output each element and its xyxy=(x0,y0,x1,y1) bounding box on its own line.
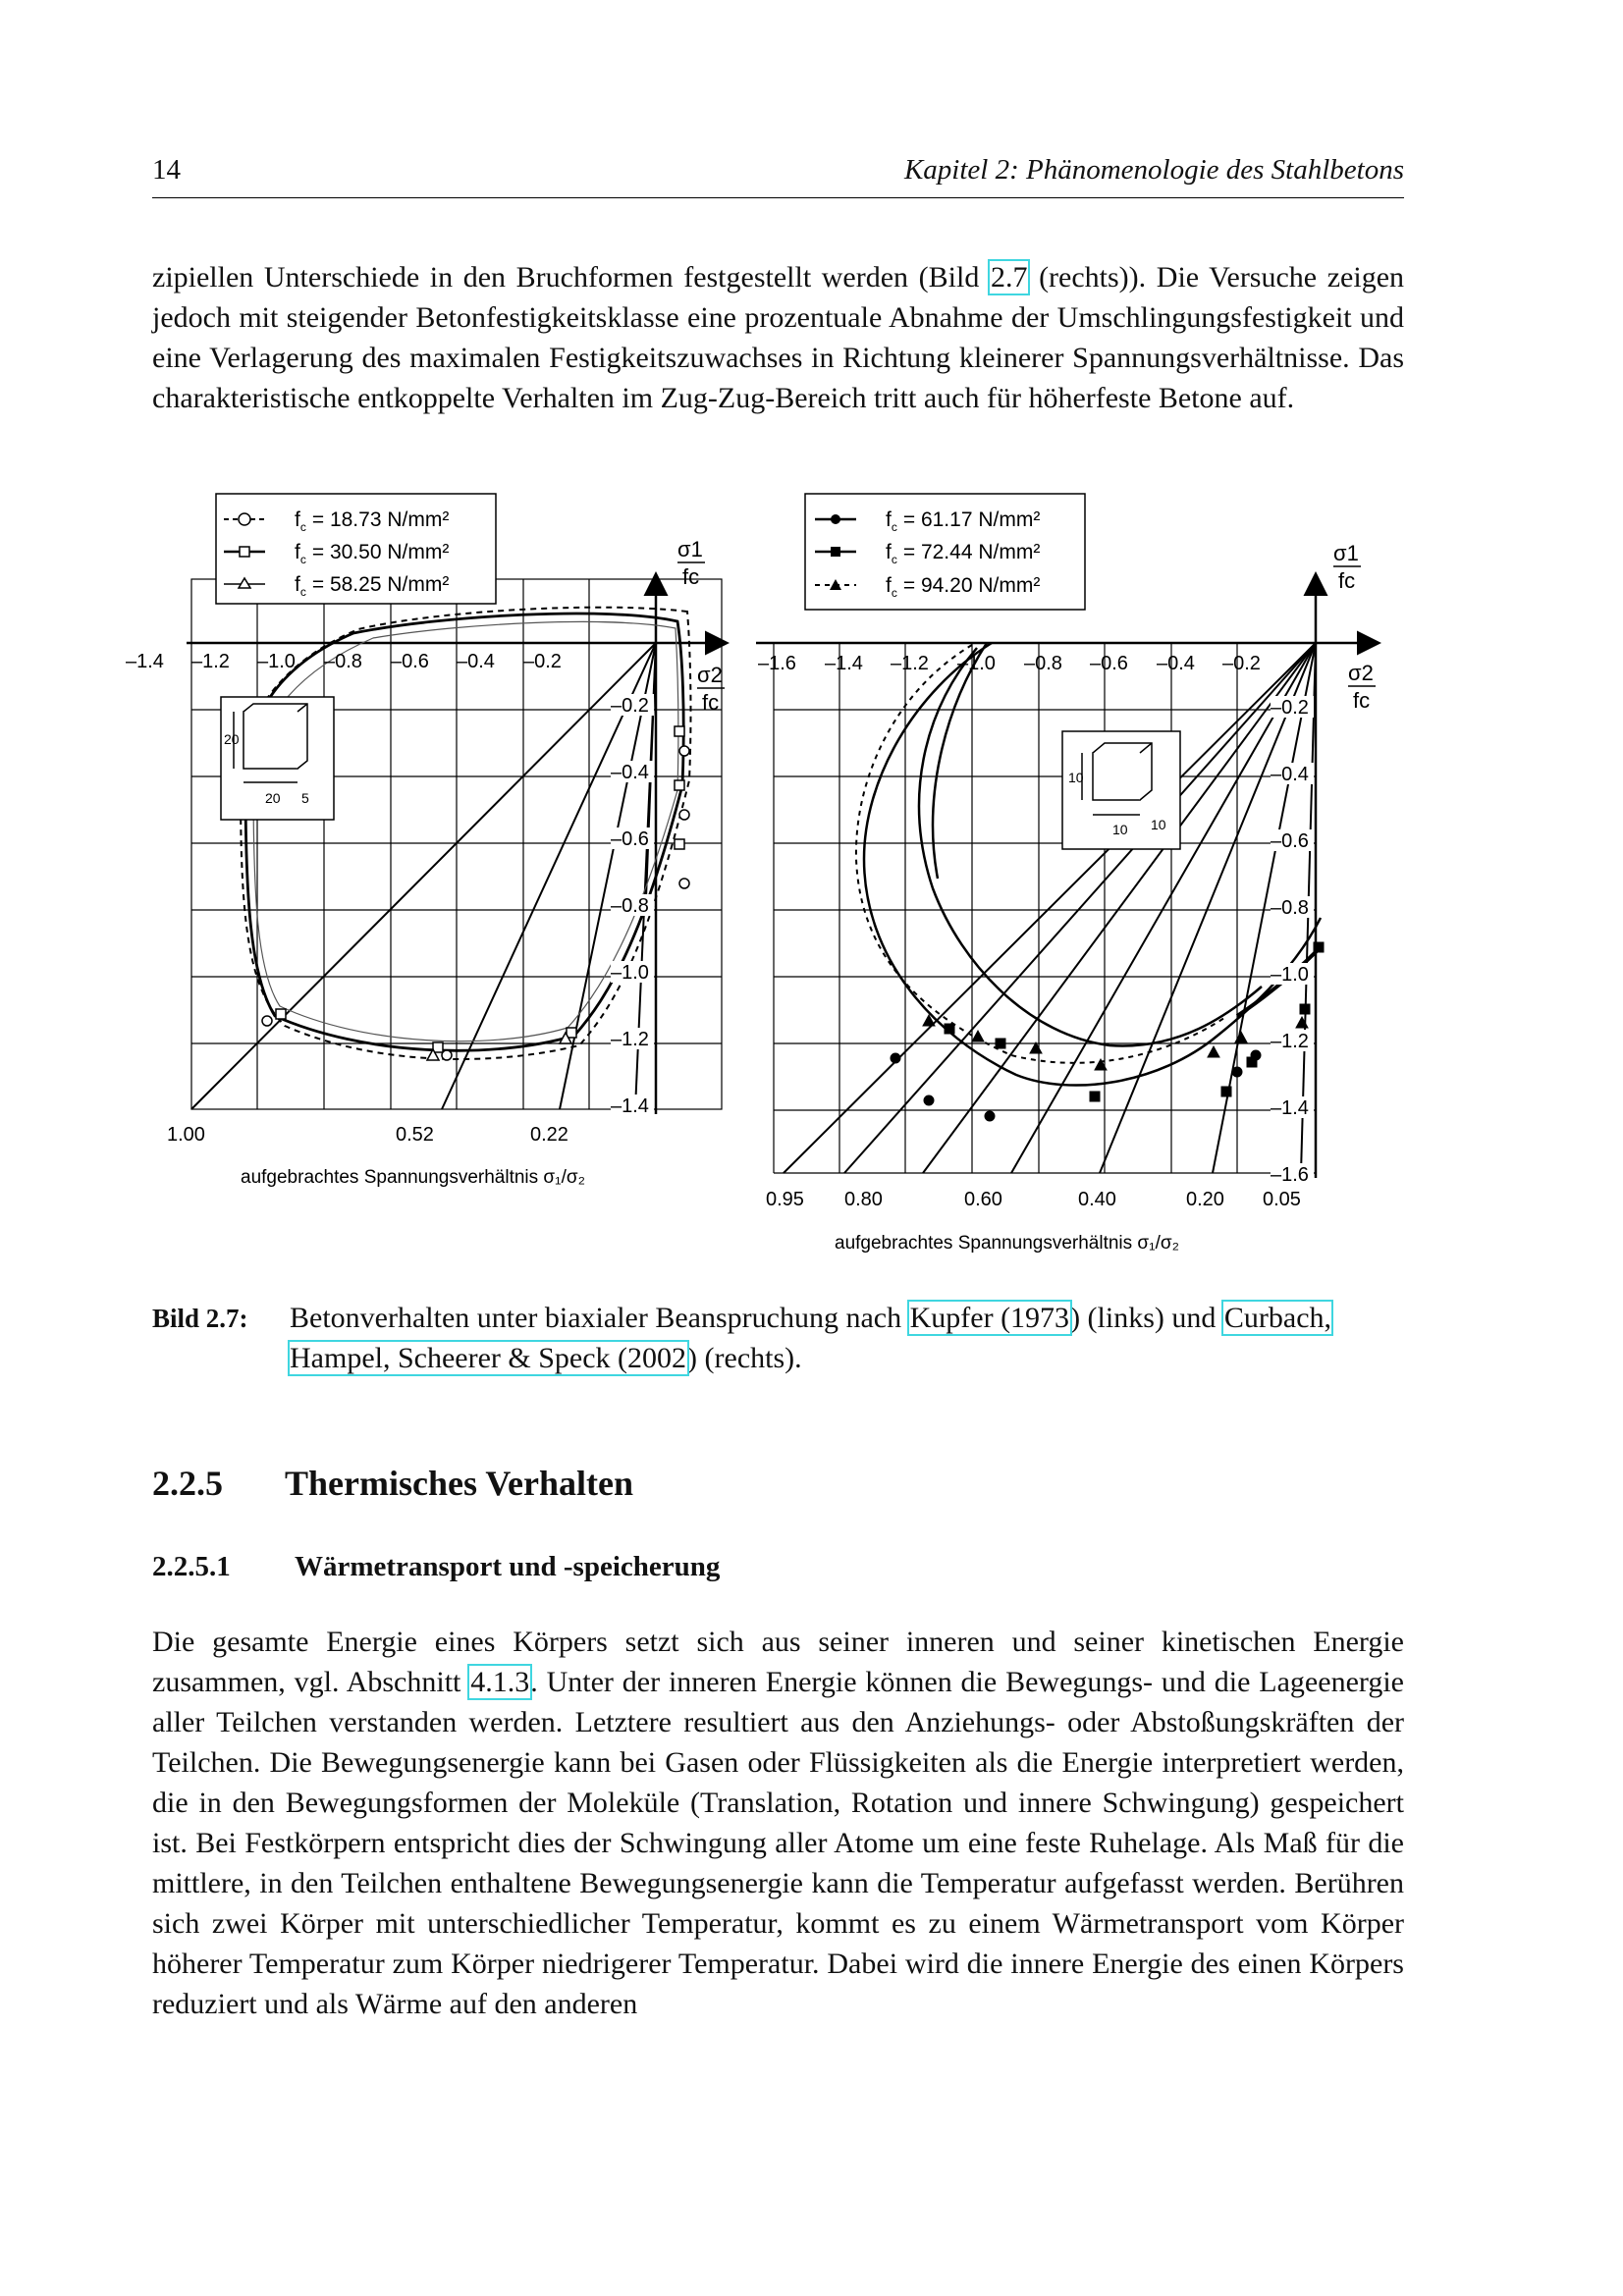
tick-label: –0.2 xyxy=(1222,653,1261,674)
tick-label: –1.6 xyxy=(1271,1164,1309,1186)
subsection-heading xyxy=(152,1551,720,1583)
ratio-label: 0.52 xyxy=(396,1124,434,1146)
right-sigma2-label xyxy=(1348,661,1376,713)
ratio-label: 0.60 xyxy=(964,1189,1002,1210)
right-grid xyxy=(774,643,1316,1173)
tick-label: –0.4 xyxy=(1271,764,1309,785)
right-legend xyxy=(805,494,1085,610)
section-title: Thermisches Verhalten xyxy=(285,1464,633,1503)
tick-label: –1.0 xyxy=(611,962,649,984)
left-specimen-dim-h: 20 xyxy=(224,731,240,747)
left-legend-entry-1 xyxy=(295,508,449,534)
tick-label: –1.6 xyxy=(758,653,796,674)
caption-label: Bild 2.7: xyxy=(152,1304,248,1333)
left-x-ticks xyxy=(126,651,562,672)
page-header xyxy=(152,152,1404,198)
tick-label: –0.6 xyxy=(611,828,649,850)
right-x-ticks xyxy=(758,653,1261,674)
right-legend-entry-2 xyxy=(886,541,1040,566)
ratio-label: 0.95 xyxy=(766,1189,804,1210)
svg-text:fc: fc xyxy=(682,564,700,589)
section-number: 2.2.5 xyxy=(152,1464,223,1503)
tick-label: –1.0 xyxy=(957,653,996,674)
ratio-label: 1.00 xyxy=(167,1124,205,1146)
tick-label: –1.4 xyxy=(1271,1097,1309,1119)
svg-text:fc= 72.44 N/mm²: $f_c = 72.44$ N/mm² xyxy=(886,541,1041,566)
tick-label: –0.8 xyxy=(1271,897,1309,919)
right-sigma1-label xyxy=(1333,541,1361,593)
svg-text:fc: fc xyxy=(1353,688,1371,713)
ratio-label: 0.05 xyxy=(1263,1189,1301,1210)
svg-text:σ1: σ1 xyxy=(1333,541,1359,565)
tick-label: –0.4 xyxy=(457,651,495,672)
section-heading xyxy=(152,1463,633,1504)
citation-link-curbach[interactable]: Curbach, Hampel, Scheerer & Speck (2002 xyxy=(290,1302,1332,1374)
tick-label: –0.6 xyxy=(1090,653,1128,674)
tick-label: –1.2 xyxy=(1271,1031,1309,1052)
svg-text:σ2: σ2 xyxy=(697,663,723,687)
subsection-title: Wärmetransport und -speicherung xyxy=(295,1551,721,1582)
tick-label: –1.2 xyxy=(611,1029,649,1050)
tick-label: –1.4 xyxy=(126,651,164,672)
tick-label: –1.4 xyxy=(611,1095,649,1117)
tick-label: –1.2 xyxy=(191,651,230,672)
left-chart xyxy=(126,494,725,1188)
citation-link-kupfer[interactable]: Kupfer (1973 xyxy=(909,1302,1070,1334)
right-bottom-axis-label: aufgebrachtes Spannungsverhältnis σ₁/σ₂ xyxy=(835,1233,1179,1254)
intro-paragraph: zipiellen Unterschiede in den Bruchformen festgestellt werden (Bild 2.7 (rechts)). Die Versuche zeigen jedoch mit steigender Betonfestigkeitsklasse eine prozentuale Abnahme der Umschlingungsfestigkeit und eine Verlagerung des maximalen Festigkeitszuwachses in Richtung kleinerer Spannungsverhältnisse. Das charakteristische entkoppelte Verhalten im Zug-Zug-Bereich tritt auch für höherfeste Betone auf. xyxy=(152,261,1405,414)
tick-label: –0.2 xyxy=(1271,697,1309,719)
body-paragraph: Die gesamte Energie eines Körpers setzt sich aus seiner inneren und seiner kinetischen Energie zusammen, vgl. Abschnitt 4.1.3. Unter der inneren Energie können die Bewegungs- und die Lageenergie aller Teilchen verstanden werden. Letztere resultiert aus den Anziehungs- oder Abstoßungskräften der Teilchen. Die Bewegungsenergie kann bei Gasen oder Flüssigkeiten als die Energie interpretiert werden, die in den Bewegungsformen der Moleküle (Translation, Rotation und innere Schwingung) gespeichert ist. Bei Festkörpern entspricht dies der Schwingung aller Atome um eine feste Ruhelage. Als Maß für die mittlere, in den Teilchen enthaltene Bewegungsenergie kann die Temperatur aufgefasst werden. Berühren sich zwei Körper mit unterschiedlicher Temperatur, kommt es zu einem Wärmetransport vom Körper höherer Temperatur zum Körper niedrigerer Temperatur. Dabei wird die innere Energie des einen Körpers reduziert und als Wärme auf den anderen xyxy=(152,1626,1404,2020)
tick-label: –0.8 xyxy=(1024,653,1062,674)
tick-label: –1.0 xyxy=(1271,964,1309,986)
figure-caption: Bild 2.7: Betonverhalten unter biaxialer Beanspruchung nach Kupfer (1973) (links) und Curbach, Hampel, Scheerer & Speck (2002) (rechts). xyxy=(152,1302,1332,1374)
tick-label: –0.4 xyxy=(611,762,649,783)
tick-label: –0.8 xyxy=(611,895,649,917)
svg-text:fc: fc xyxy=(1338,568,1356,593)
section-reference-link[interactable]: 4.1.3 xyxy=(470,1666,530,1698)
svg-text:σ2: σ2 xyxy=(1348,661,1374,685)
left-legend-entry-3 xyxy=(295,573,449,599)
tick-label: –0.6 xyxy=(391,651,429,672)
ratio-label: 0.40 xyxy=(1078,1189,1116,1210)
ratio-label: 0.20 xyxy=(1186,1189,1224,1210)
tick-label: –0.2 xyxy=(611,695,649,717)
right-specimen-dim-w: 10 xyxy=(1112,822,1128,837)
svg-text:σ1: σ1 xyxy=(677,537,703,561)
tick-label: –0.8 xyxy=(324,651,362,672)
svg-text:fc= 61.17 N/mm²: $f_c = 61.17$ N/mm² xyxy=(886,508,1041,534)
right-legend-entry-3 xyxy=(886,574,1040,600)
ratio-label: 0.22 xyxy=(530,1124,568,1146)
tick-label: –1.0 xyxy=(257,651,296,672)
running-title: Kapitel 2: Phänomenologie des Stahlbetons xyxy=(903,154,1404,186)
tick-label: –1.4 xyxy=(825,653,863,674)
right-chart xyxy=(756,494,1377,1254)
svg-text:fc= 30.50 N/mm²: $f_c = 30.50$ N/mm² xyxy=(295,541,450,566)
left-sigma2-label xyxy=(697,663,725,715)
svg-text:fc= 58.25 N/mm²: $f_c = 58.25$ N/mm² xyxy=(295,573,450,599)
page-number: 14 xyxy=(152,154,181,186)
ratio-label: 0.80 xyxy=(844,1189,883,1210)
svg-text:fc= 94.20 N/mm²: $f_c = 94.20$ N/mm² xyxy=(886,574,1041,600)
right-specimen-dim-h: 10 xyxy=(1068,770,1084,785)
svg-text:fc= 18.73 N/mm²: $f_c = 18.73$ N/mm² xyxy=(295,508,450,534)
tick-label: –0.6 xyxy=(1271,830,1309,852)
right-load-paths xyxy=(784,643,1316,1173)
subsection-number: 2.2.5.1 xyxy=(152,1551,231,1582)
tick-label: –0.4 xyxy=(1157,653,1195,674)
left-bottom-axis-label: aufgebrachtes Spannungsverhältnis σ₁/σ₂ xyxy=(241,1167,585,1188)
tick-label: –1.2 xyxy=(891,653,929,674)
figure-biaxial-strength xyxy=(126,486,1414,1271)
left-specimen-dim-d: 5 xyxy=(301,790,309,806)
tick-label: –0.2 xyxy=(523,651,562,672)
right-legend-entry-1 xyxy=(886,508,1040,534)
left-specimen-dim-w: 20 xyxy=(265,790,281,806)
left-legend xyxy=(216,494,496,604)
left-sigma1-label xyxy=(677,537,705,589)
right-markers xyxy=(891,942,1324,1121)
right-specimen-dim-d: 10 xyxy=(1151,817,1166,832)
left-legend-entry-2 xyxy=(295,541,449,566)
svg-text:fc: fc xyxy=(702,690,720,715)
figure-reference-link[interactable]: 2.7 xyxy=(990,261,1028,294)
